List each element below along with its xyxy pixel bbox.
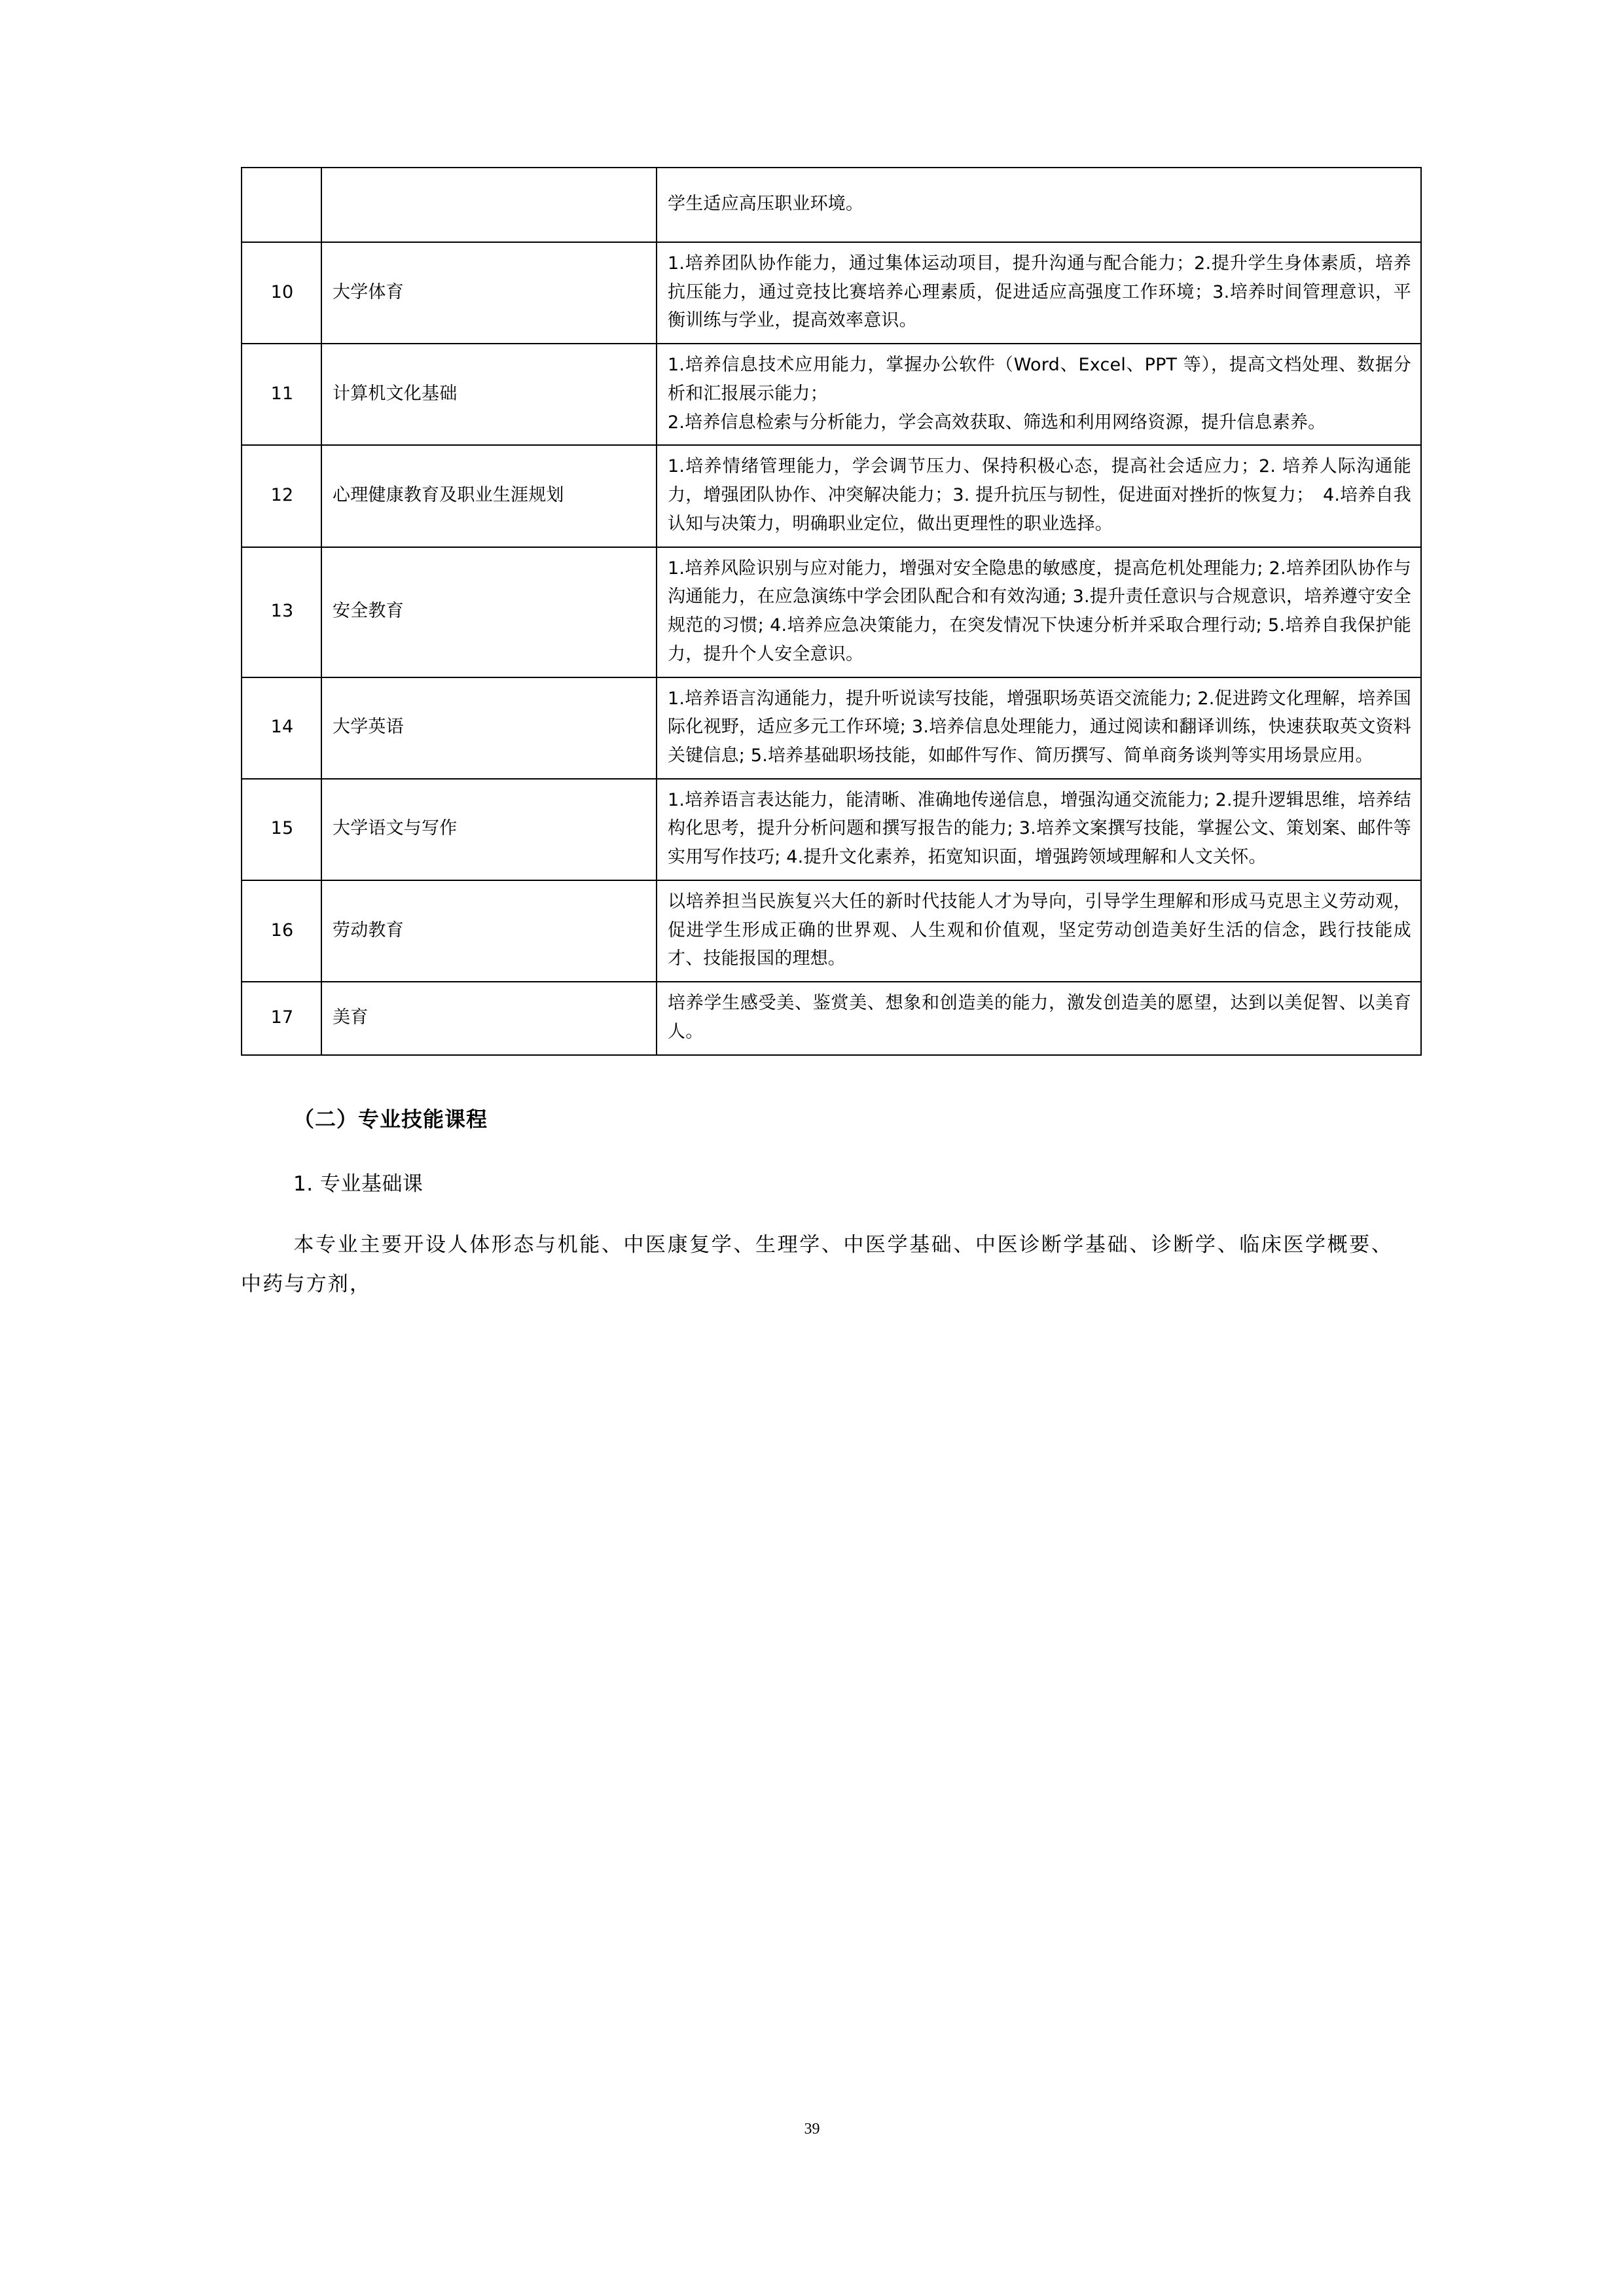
page-content <box>241 167 1411 1304</box>
row-number: 15 <box>242 779 321 880</box>
course-name <box>321 168 657 242</box>
subsection-heading: 1. 专业基础课 <box>293 1172 424 1196</box>
table-row <box>242 880 1421 982</box>
course-name: 美育 <box>321 982 657 1054</box>
course-name: 劳动教育 <box>321 880 657 982</box>
row-number: 14 <box>242 677 321 779</box>
course-name: 安全教育 <box>321 547 657 677</box>
section-heading: （二）专业技能课程 <box>293 1106 488 1132</box>
course-description <box>657 344 1421 445</box>
course-description: 培养学生感受美、鉴赏美、想象和创造美的能力，激发创造美的愿望，达到以美促智、以美育人。 <box>657 982 1421 1054</box>
paragraph-text: 本专业主要开设人体形态与机能、中医康复学、生理学、中医学基础、中医诊断学基础、诊断学、临床医学概要、中药与方剂， <box>241 1232 1393 1297</box>
course-description: 1.培养语言沟通能力，提升听说读写技能，增强职场英语交流能力; 2.促进跨文化理解，培养国际化视野，适应多元工作环境; 3.培养信息处理能力，通过阅读和翻译训练，快速获取英文资料关键信息; 5.培养基础职场技能，如邮件写作、简历撰写、简单商务谈判等实用场景应用。 <box>657 677 1421 779</box>
row-number: 10 <box>242 242 321 344</box>
row-number: 17 <box>242 982 321 1054</box>
course-objectives-table <box>241 167 1422 1056</box>
course-name: 大学体育 <box>321 242 657 344</box>
body-paragraph <box>241 1225 1393 1304</box>
course-description: 1.培养团队协作能力，通过集体运动项目，提升沟通与配合能力；2.提升学生身体素质，培养抗压能力，通过竞技比赛培养心理素质，促进适应高强度工作环境；3.培养时间管理意识，平衡训练与学业，提高效率意识。 <box>657 242 1421 344</box>
table-row <box>242 547 1421 677</box>
course-description: 1.培养语言表达能力，能清晰、准确地传递信息，增强沟通交流能力; 2.提升逻辑思维，培养结构化思考，提升分析问题和撰写报告的能力; 3.培养文案撰写技能，掌握公文、策划案、邮件等实用写作技巧; 4.提升文化素养，拓宽知识面，增强跨领域理解和人文关怀。 <box>657 779 1421 880</box>
table-row <box>242 677 1421 779</box>
course-name: 计算机文化基础 <box>321 344 657 445</box>
course-description: 以培养担当民族复兴大任的新时代技能人才为导向，引导学生理解和形成马克思主义劳动观，促进学生形成正确的世界观、人生观和价值观，坚定劳动创造美好生活的信念，践行技能成才、技能报国的理想。 <box>657 880 1421 982</box>
table-row <box>242 242 1421 344</box>
table-row <box>242 445 1421 547</box>
table-row <box>242 982 1421 1054</box>
table-row <box>242 344 1421 445</box>
table-row <box>242 168 1421 242</box>
row-number: 11 <box>242 344 321 445</box>
description-line: 2.培养信息检索与分析能力，学会高效获取、筛选和利用网络资源，提升信息素养。 <box>668 412 1326 433</box>
course-description: 学生适应高压职业环境。 <box>657 168 1421 242</box>
description-line: 1.培养信息技术应用能力，掌握办公软件（Word、Excel、PPT 等），提高文档处理、数据分析和汇报展示能力； <box>668 355 1411 404</box>
row-number: 16 <box>242 880 321 982</box>
row-number: 12 <box>242 445 321 547</box>
page-number: 39 <box>804 2121 820 2138</box>
course-name: 大学英语 <box>321 677 657 779</box>
course-description: 1.培养情绪管理能力，学会调节压力、保持积极心态，提高社会适应力；2. 培养人际沟通能力，增强团队协作、冲突解决能力；3. 提升抗压与韧性，促进面对挫折的恢复力； 4.培养自我认知与决策力，明确职业定位，做出更理性的职业选择。 <box>657 445 1421 547</box>
course-name: 心理健康教育及职业生涯规划 <box>321 445 657 547</box>
course-name: 大学语文与写作 <box>321 779 657 880</box>
row-number: 13 <box>242 547 321 677</box>
row-number <box>242 168 321 242</box>
table-row <box>242 779 1421 880</box>
course-description: 1.培养风险识别与应对能力，增强对安全隐患的敏感度，提高危机处理能力; 2.培养团队协作与沟通能力，在应急演练中学会团队配合和有效沟通; 3.提升责任意识与合规意识，培养遵守安全规范的习惯; 4.培养应急决策能力，在突发情况下快速分析并采取合理行动; 5.培养自我保护能力，提升个人安全意识。 <box>657 547 1421 677</box>
